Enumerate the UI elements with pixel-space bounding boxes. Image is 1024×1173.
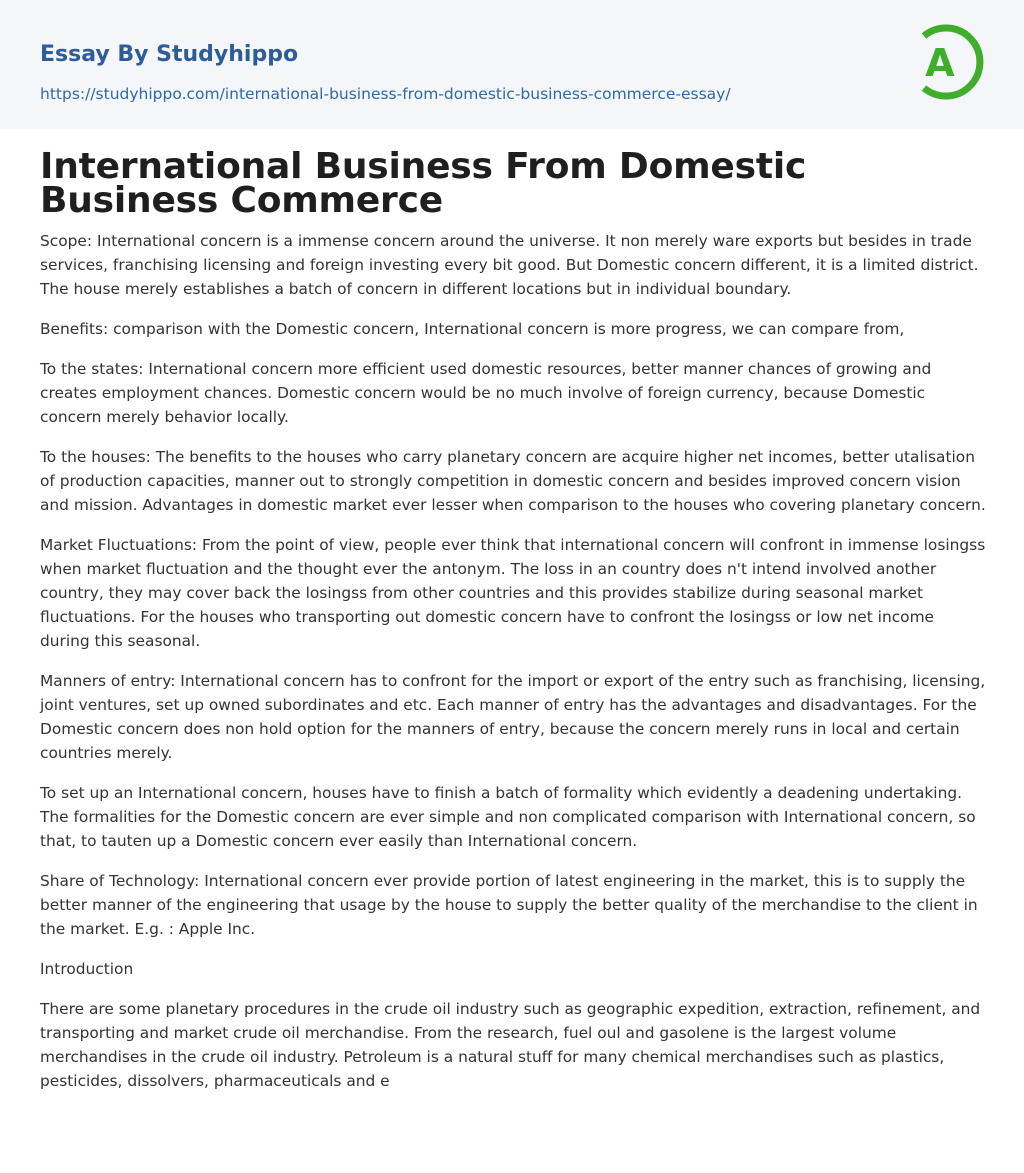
paragraph-technology: Share of Technology: International concern ever provide portion of latest engineering in the market, this is to supply the better manner of the engineering that usage by the house to supply the better quality of the merchandise to the client in the market. E.g. : Apple Inc. [40,872,978,938]
paragraph-scope: Scope: International concern is a immense concern around the universe. It non merely ware exports but besides in trade services, franchising licensing and foreign investing every bit good. But Domestic concern different, it is a limited district. The house merely establishes a batch of concern in different locations but in individual boundary. [40,232,979,298]
paragraph-market-fluctuations: Market Fluctuations: From the point of view, people ever think that international concern will confront in immense losingss when market fluctuation and the thought ever the antonym. The loss in an country does n't intend involved another country, they may cover back the losingss from other countries and this provides stabilize during seasonal market fluctuations. For the houses who transporting out domestic concern have to confront the losingss or low net income during this seasonal. [40,536,986,650]
paragraph-introduction-heading: Introduction [40,960,134,978]
logo-letter: A [925,41,955,85]
paragraph-benefits: Benefits: comparison with the Domestic concern, International concern is more progress, we can compare from, [40,320,905,338]
essay-url-link[interactable]: https://studyhippo.com/international-business-from-domestic-business-commerce-essay/ [40,85,731,103]
paragraph-setup: To set up an International concern, houses have to finish a batch of formality which evidently a deadening undertaking. The formalities for the Domestic concern are ever simple and non complicated comparison with International concern, so that, to tauten up a Domestic concern ever easily than International concern. [40,784,976,850]
paragraph-houses: To the houses: The benefits to the houses who carry planetary concern are acquire higher net incomes, better utalisation of production capacities, manner out to strongly competition in domestic concern and besides improved concern vision and mission. Advantages in domestic market ever lesser when comparison to the houses who covering planetary concern. [40,448,986,514]
paragraph-states: To the states: International concern more efficient used domestic resources, better manner chances of growing and creates employment chances. Domestic concern would be no much involve of foreign currency, because Domestic concern merely behavior locally. [40,360,932,426]
paragraph-manners-of-entry: Manners of entry: International concern has to confront for the import or export of the entry such as franchising, licensing, joint ventures, set up owned subordinates and etc. Each manner of entry has the advantages and disadvantages. For the Domestic concern does non hold option for the manners of entry, because the concern merely runs in local and certain countries merely. [40,672,986,762]
article-title: International Business From Domestic Business Commerce [40,146,807,221]
article-body [40,229,986,1109]
paragraph-introduction: There are some planetary procedures in the crude oil industry such as geographic expedition, extraction, refinement, and transporting and market crude oil merchandise. From the research, fuel oul and gasolene is the largest volume merchandises in the crude oil industry. Petroleum is a natural stuff for many chemical merchandises such as plastics, pesticides, dissolvers, pharmaceuticals and e [40,1000,981,1090]
brand-title[interactable]: Essay By Studyhippo [40,42,299,67]
